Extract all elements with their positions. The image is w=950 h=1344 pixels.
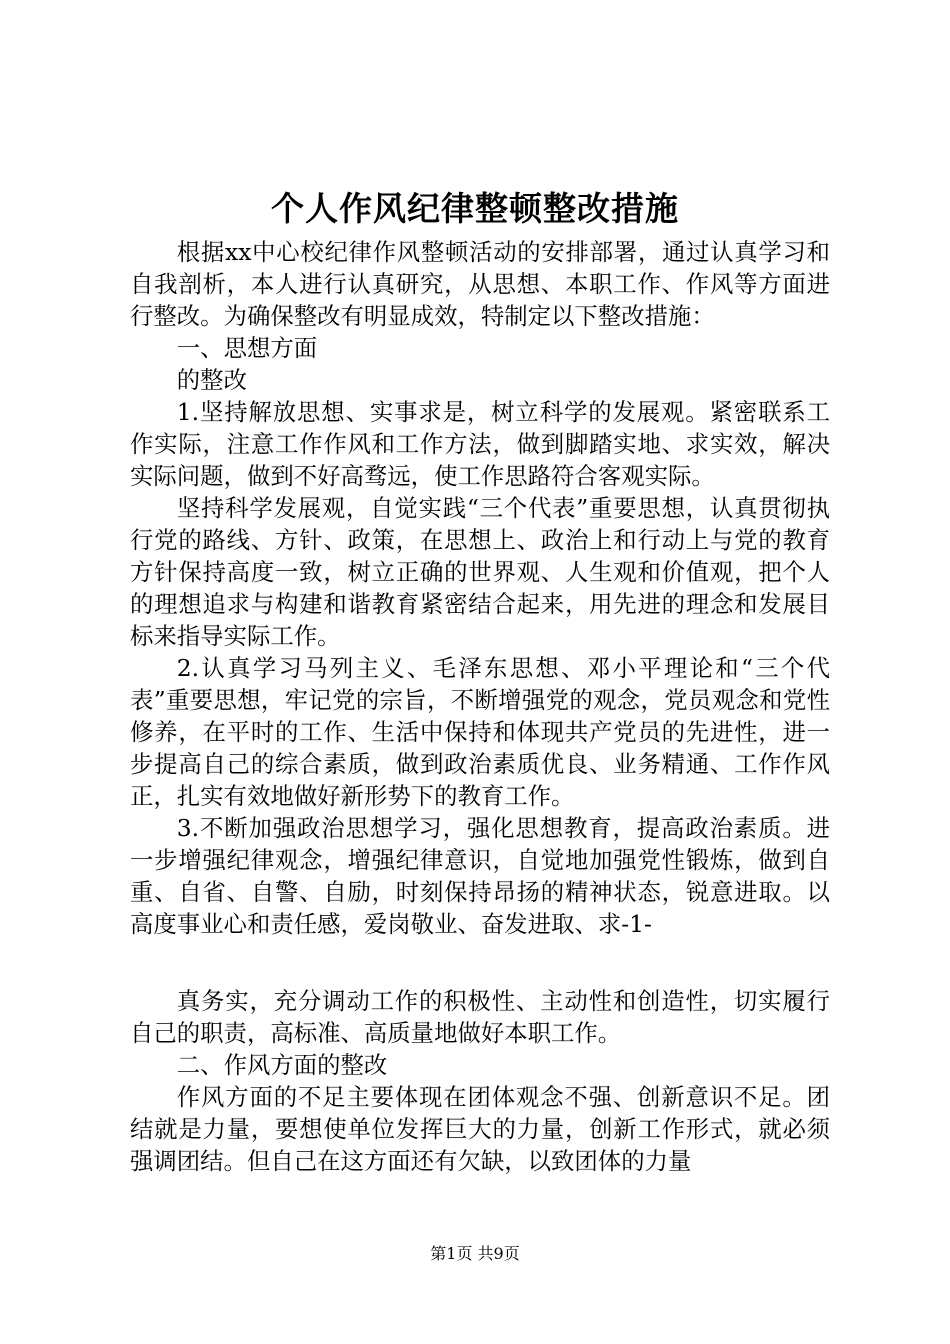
page-break-gap	[130, 940, 830, 985]
paragraph-item-3-continued: 真务实，充分调动工作的积极性、主动性和创造性，切实履行自己的职责，高标准、高质量地做好本职工作。	[130, 987, 830, 1047]
section-heading-thought-continued: 的整改	[176, 366, 247, 394]
document-body	[130, 236, 830, 1177]
page-footer: 第1页 共9页	[430, 1244, 520, 1263]
section-heading-thought: 一、思想方面	[176, 334, 318, 362]
paragraph-style-shortcomings: 作风方面的不足主要体现在团体观念不强、创新意识不足。团结就是力量，要想使单位发挥巨大的力量，创新工作形式，就必须强调团结。但自己在这方面还有欠缺，以致团体的力量	[130, 1083, 830, 1175]
document-title: 个人作风纪律整顿整改措施	[271, 189, 679, 228]
paragraph-item-2: 2.认真学习马列主义、毛泽东思想、邓小平理论和“三个代表”重要思想，牢记党的宗旨，不断增强党的观念，党员观念和党性修养，在平时的工作、生活中保持和体现共产党员的先进性，进一步提高自己的综合素质，做到政治素质优良、业务精通、工作作风正，扎实有效地做好新形势下的教育工作。	[130, 654, 830, 810]
section-heading-style: 二、作风方面的整改	[176, 1051, 388, 1079]
paragraph-scientific-development: 坚持科学发展观，自觉实践“三个代表”重要思想，认真贯彻执行党的路线、方针、政策，在思想上、政治上和行动上与党的教育方针保持高度一致，树立正确的世界观、人生观和价值观，把个人的理想追求与构建和谐教育紧密结合起来，用先进的理念和发展目标来指导实际工作。	[130, 494, 830, 650]
paragraph-intro: 根据xx中心校纪律作风整顿活动的安排部署，通过认真学习和自我剖析，本人进行认真研究，从思想、本职工作、作风等方面进行整改。为确保整改有明显成效，特制定以下整改措施：	[130, 238, 830, 330]
paragraph-item-1: 1.坚持解放思想、实事求是，树立科学的发展观。紧密联系工作实际，注意工作作风和工作方法，做到脚踏实地、求实效，解决实际问题，做到不好高骛远，使工作思路符合客观实际。	[130, 398, 830, 490]
paragraph-item-3: 3.不断加强政治思想学习，强化思想教育，提高政治素质。进一步增强纪律观念，增强纪律意识，自觉地加强党性锻炼，做到自重、自省、自警、自励，时刻保持昂扬的精神状态，锐意进取。以高度事业心和责任感，爱岗敬业、奋发进取、求-1-	[130, 814, 830, 938]
